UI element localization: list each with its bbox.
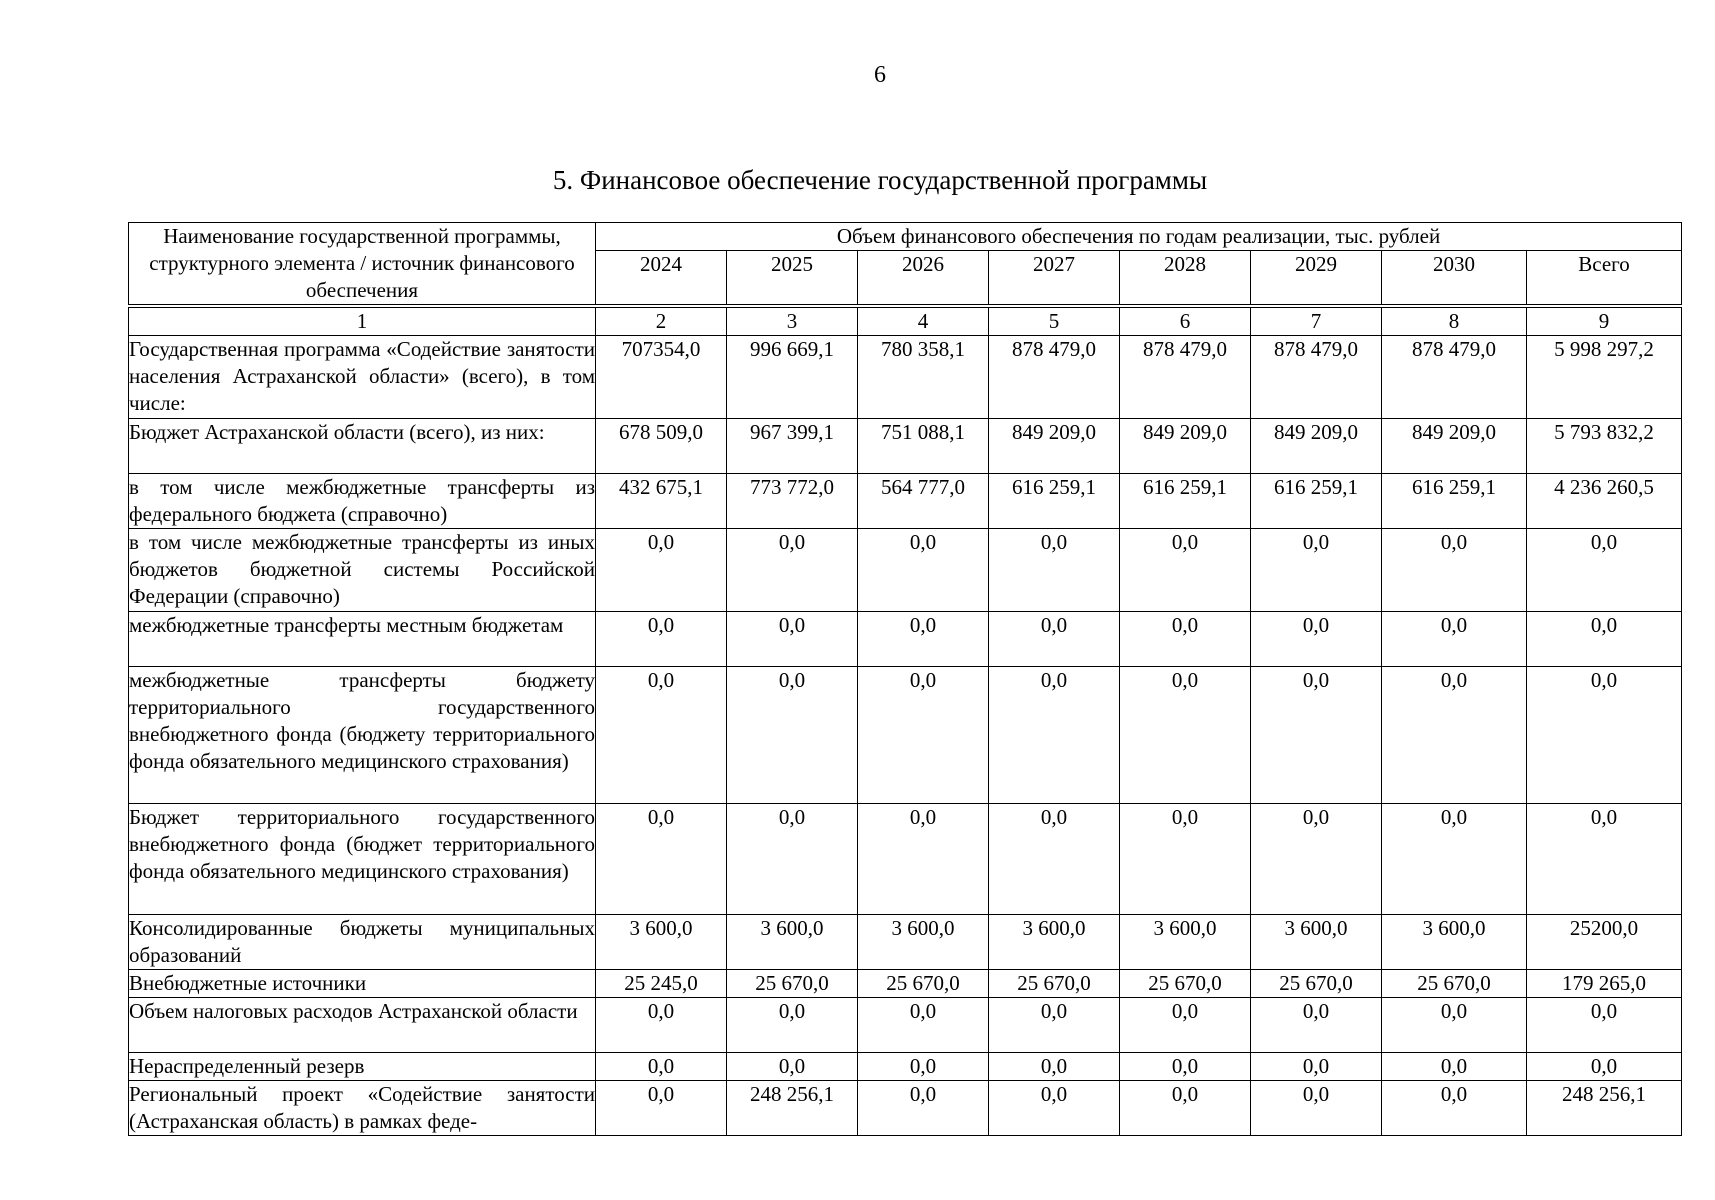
row-total-cell: 5 793 832,2 — [1527, 419, 1682, 474]
row-value-cell: 25 670,0 — [727, 970, 858, 998]
column-number-cell: 4 — [858, 308, 989, 336]
header-row-top — [129, 223, 1682, 251]
row-value-cell: 0,0 — [858, 529, 989, 612]
row-value-cell: 3 600,0 — [989, 915, 1120, 970]
row-value-cell: 678 509,0 — [596, 419, 727, 474]
row-value-cell: 0,0 — [596, 612, 727, 667]
row-total-cell: 0,0 — [1527, 612, 1682, 667]
row-value-cell: 0,0 — [727, 998, 858, 1053]
column-number-cell: 6 — [1120, 308, 1251, 336]
table-row — [129, 1081, 1682, 1136]
row-value-cell: 616 259,1 — [1382, 474, 1527, 529]
header-year-cell: 2026 — [858, 251, 989, 305]
row-value-cell: 0,0 — [989, 529, 1120, 612]
table-row — [129, 804, 1682, 915]
row-label: Бюджет Астраханской области (всего), из них: — [129, 419, 596, 474]
row-value-cell: 0,0 — [858, 1053, 989, 1081]
row-value-cell: 0,0 — [989, 1053, 1120, 1081]
row-value-cell: 25 670,0 — [1382, 970, 1527, 998]
table-row — [129, 998, 1682, 1053]
row-value-cell: 878 479,0 — [989, 336, 1120, 419]
row-value-cell: 0,0 — [989, 612, 1120, 667]
column-number-row — [129, 308, 1682, 336]
header-year-cell: 2024 — [596, 251, 727, 305]
row-value-cell: 0,0 — [858, 1081, 989, 1136]
row-value-cell: 996 669,1 — [727, 336, 858, 419]
row-label: в том числе межбюджетные трансферты из иных бюджетов бюджетной системы Российской Федерации (справочно) — [129, 529, 596, 612]
row-value-cell: 0,0 — [596, 998, 727, 1053]
row-value-cell: 3 600,0 — [858, 915, 989, 970]
row-value-cell: 0,0 — [858, 612, 989, 667]
row-value-cell: 3 600,0 — [596, 915, 727, 970]
row-value-cell: 0,0 — [1120, 612, 1251, 667]
row-value-cell: 3 600,0 — [1120, 915, 1251, 970]
row-value-cell: 0,0 — [1251, 1081, 1382, 1136]
row-value-cell: 0,0 — [1251, 529, 1382, 612]
row-value-cell: 0,0 — [1251, 998, 1382, 1053]
row-value-cell: 0,0 — [596, 1053, 727, 1081]
header-year-cell: 2025 — [727, 251, 858, 305]
row-value-cell: 0,0 — [596, 1081, 727, 1136]
row-value-cell: 25 670,0 — [1251, 970, 1382, 998]
table-row — [129, 419, 1682, 474]
row-value-cell: 878 479,0 — [1251, 336, 1382, 419]
row-value-cell: 0,0 — [1382, 1053, 1527, 1081]
row-value-cell: 616 259,1 — [989, 474, 1120, 529]
row-label: Консолидированные бюджеты муниципальных образований — [129, 915, 596, 970]
page-number: 6 — [874, 62, 886, 88]
row-value-cell: 0,0 — [727, 612, 858, 667]
header-year-cell: 2028 — [1120, 251, 1251, 305]
row-value-cell: 3 600,0 — [727, 915, 858, 970]
header-year-cell: 2027 — [989, 251, 1120, 305]
row-value-cell: 0,0 — [1382, 1081, 1527, 1136]
row-value-cell: 849 209,0 — [1251, 419, 1382, 474]
header-name-cell: Наименование государственной программы, структурного элемента / источник финансового обеспечения — [129, 223, 596, 305]
row-value-cell: 773 772,0 — [727, 474, 858, 529]
row-value-cell: 0,0 — [1382, 667, 1527, 804]
row-total-cell: 0,0 — [1527, 804, 1682, 915]
column-number-cell: 8 — [1382, 308, 1527, 336]
row-value-cell: 0,0 — [1120, 804, 1251, 915]
row-total-cell: 4 236 260,5 — [1527, 474, 1682, 529]
row-value-cell: 616 259,1 — [1120, 474, 1251, 529]
row-value-cell: 0,0 — [596, 804, 727, 915]
row-total-cell: 248 256,1 — [1527, 1081, 1682, 1136]
row-value-cell: 0,0 — [727, 667, 858, 804]
row-value-cell: 0,0 — [727, 529, 858, 612]
row-label: Объем налоговых расходов Астраханской области — [129, 998, 596, 1053]
row-value-cell: 849 209,0 — [1382, 419, 1527, 474]
row-value-cell: 0,0 — [1251, 1053, 1382, 1081]
row-label: Государственная программа «Содействие занятости населения Астраханской области» (всего), в том числе: — [129, 336, 596, 419]
row-value-cell: 0,0 — [1120, 1053, 1251, 1081]
row-value-cell: 0,0 — [1382, 998, 1527, 1053]
row-value-cell: 849 209,0 — [1120, 419, 1251, 474]
table-row — [129, 336, 1682, 419]
row-value-cell: 0,0 — [727, 1053, 858, 1081]
row-value-cell: 0,0 — [596, 529, 727, 612]
row-value-cell: 0,0 — [858, 998, 989, 1053]
row-value-cell: 0,0 — [1382, 804, 1527, 915]
column-number-cell: 1 — [129, 308, 596, 336]
row-value-cell: 751 088,1 — [858, 419, 989, 474]
header-year-cell: 2029 — [1251, 251, 1382, 305]
row-total-cell: 0,0 — [1527, 1053, 1682, 1081]
row-value-cell: 25 670,0 — [1120, 970, 1251, 998]
row-total-cell: 179 265,0 — [1527, 970, 1682, 998]
row-value-cell: 878 479,0 — [1382, 336, 1527, 419]
row-label: в том числе межбюджетные трансферты из федерального бюджета (справочно) — [129, 474, 596, 529]
header-volume-caption: Объем финансового обеспечения по годам реализации, тыс. рублей — [596, 223, 1682, 251]
row-value-cell: 0,0 — [989, 998, 1120, 1053]
section-title: 5. Финансовое обеспечение государственной программы — [552, 165, 1208, 195]
row-total-cell: 0,0 — [1527, 667, 1682, 804]
row-value-cell: 878 479,0 — [1120, 336, 1251, 419]
row-value-cell: 3 600,0 — [1382, 915, 1527, 970]
row-label: межбюджетные трансферты бюджету территориального государственного внебюджетного фонда (бюджету территориального фонда обязательного медицинского страхования) — [129, 667, 596, 804]
table-row — [129, 915, 1682, 970]
row-value-cell: 0,0 — [1251, 612, 1382, 667]
row-value-cell: 248 256,1 — [727, 1081, 858, 1136]
row-total-cell: 25200,0 — [1527, 915, 1682, 970]
table-row — [129, 474, 1682, 529]
row-label: Нераспределенный резерв — [129, 1053, 596, 1081]
table-row — [129, 667, 1682, 804]
table-row — [129, 612, 1682, 667]
row-value-cell: 849 209,0 — [989, 419, 1120, 474]
row-label: Внебюджетные источники — [129, 970, 596, 998]
row-label: Бюджет территориального государственного внебюджетного фонда (бюджет территориального фонда обязательного медицинского страхования) — [129, 804, 596, 915]
row-value-cell: 616 259,1 — [1251, 474, 1382, 529]
row-value-cell: 0,0 — [727, 804, 858, 915]
row-value-cell: 0,0 — [1251, 667, 1382, 804]
table-row — [129, 970, 1682, 998]
row-value-cell: 967 399,1 — [727, 419, 858, 474]
row-value-cell: 0,0 — [1382, 612, 1527, 667]
row-value-cell: 0,0 — [1120, 667, 1251, 804]
header-year-cell: 2030 — [1382, 251, 1527, 305]
header-total-cell: Всего — [1527, 251, 1682, 305]
column-number-cell: 2 — [596, 308, 727, 336]
column-number-cell: 5 — [989, 308, 1120, 336]
row-value-cell: 25 670,0 — [858, 970, 989, 998]
row-value-cell: 3 600,0 — [1251, 915, 1382, 970]
row-value-cell: 0,0 — [989, 1081, 1120, 1136]
row-value-cell: 707354,0 — [596, 336, 727, 419]
column-number-cell: 9 — [1527, 308, 1682, 336]
row-value-cell: 25 670,0 — [989, 970, 1120, 998]
row-value-cell: 0,0 — [858, 804, 989, 915]
column-number-cell: 7 — [1251, 308, 1382, 336]
row-label: межбюджетные трансферты местным бюджетам — [129, 612, 596, 667]
row-value-cell: 432 675,1 — [596, 474, 727, 529]
row-value-cell: 0,0 — [1120, 1081, 1251, 1136]
row-value-cell: 564 777,0 — [858, 474, 989, 529]
row-value-cell: 780 358,1 — [858, 336, 989, 419]
row-value-cell: 0,0 — [1120, 529, 1251, 612]
table-row — [129, 1053, 1682, 1081]
row-value-cell: 25 245,0 — [596, 970, 727, 998]
row-total-cell: 5 998 297,2 — [1527, 336, 1682, 419]
row-value-cell: 0,0 — [1251, 804, 1382, 915]
financing-table — [128, 222, 1682, 1136]
row-value-cell: 0,0 — [596, 667, 727, 804]
row-total-cell: 0,0 — [1527, 529, 1682, 612]
row-value-cell: 0,0 — [858, 667, 989, 804]
row-value-cell: 0,0 — [989, 667, 1120, 804]
table-row — [129, 529, 1682, 612]
row-total-cell: 0,0 — [1527, 998, 1682, 1053]
row-value-cell: 0,0 — [1382, 529, 1527, 612]
column-number-cell: 3 — [727, 308, 858, 336]
row-label: Региональный проект «Содействие занятости (Астраханская область) в рамках феде- — [129, 1081, 596, 1136]
row-value-cell: 0,0 — [1120, 998, 1251, 1053]
row-value-cell: 0,0 — [989, 804, 1120, 915]
